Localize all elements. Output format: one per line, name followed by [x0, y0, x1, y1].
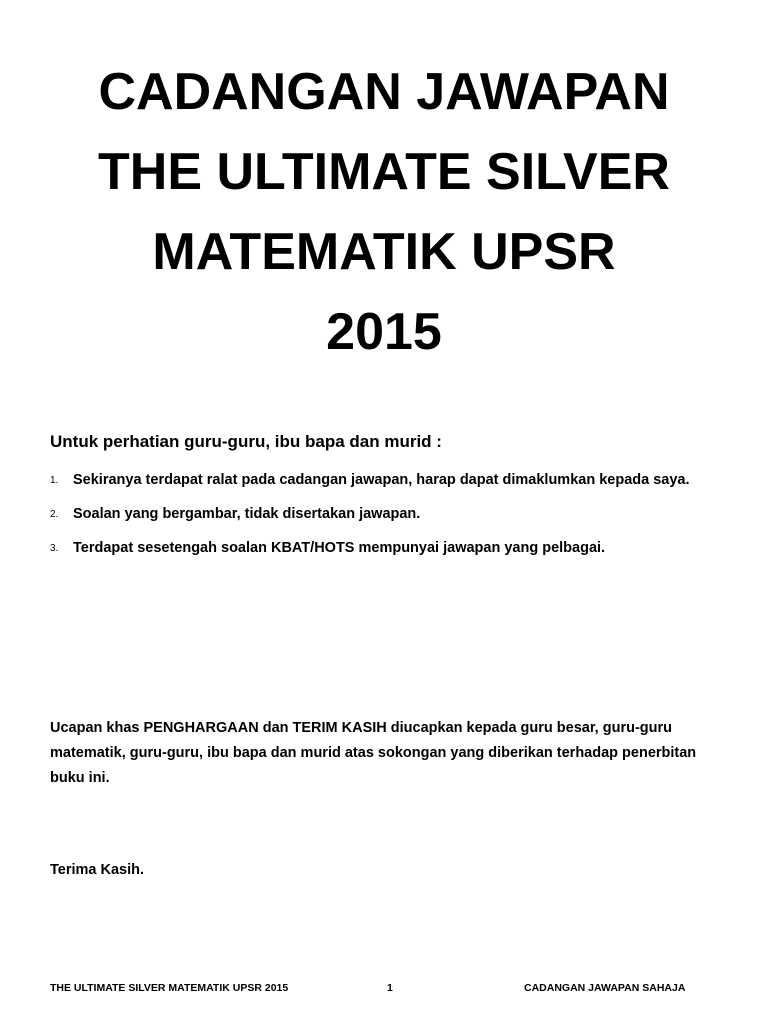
acknowledgement-paragraph: Ucapan khas PENGHARGAAN dan TERIM KASIH diucapkan kepada guru besar, guru-guru matematik, guru-guru, ibu bapa dan murid atas sokongan yang diberikan terhadap penerbitan buku ini. — [50, 720, 697, 786]
list-item-text: Terdapat sesetengah soalan KBAT/HOTS mempunyai jawapan yang pelbagai. — [73, 540, 606, 556]
list-item — [50, 502, 720, 526]
title-line-3: MATEMATIK UPSR — [152, 223, 616, 281]
list-item-text: Soalan yang bergambar, tidak disertakan jawapan. — [73, 506, 421, 522]
document-title — [0, 52, 768, 372]
page-number: 1 — [387, 982, 393, 994]
list-item-text: Sekiranya terdapat ralat pada cadangan jawapan, harap dapat dimaklumkan kepada saya. — [73, 472, 690, 488]
list-item-number: 3. — [50, 543, 59, 554]
sign-off: Terima Kasih. — [50, 862, 145, 878]
list-item — [50, 536, 720, 560]
list-item-number: 2. — [50, 509, 59, 520]
page-footer — [0, 982, 768, 1002]
title-line-2: THE ULTIMATE SILVER — [98, 143, 670, 201]
notes-list — [50, 468, 720, 570]
footer-book-title: THE ULTIMATE SILVER MATEMATIK UPSR 2015 — [50, 982, 289, 994]
title-line-1: CADANGAN JAWAPAN — [98, 63, 670, 121]
title-line-year: 2015 — [326, 303, 442, 361]
attention-heading: Untuk perhatian guru-guru, ibu bapa dan murid : — [50, 432, 442, 451]
footer-note: CADANGAN JAWAPAN SAHAJA — [524, 982, 686, 994]
list-item-number: 1. — [50, 475, 59, 486]
list-item — [50, 468, 720, 492]
